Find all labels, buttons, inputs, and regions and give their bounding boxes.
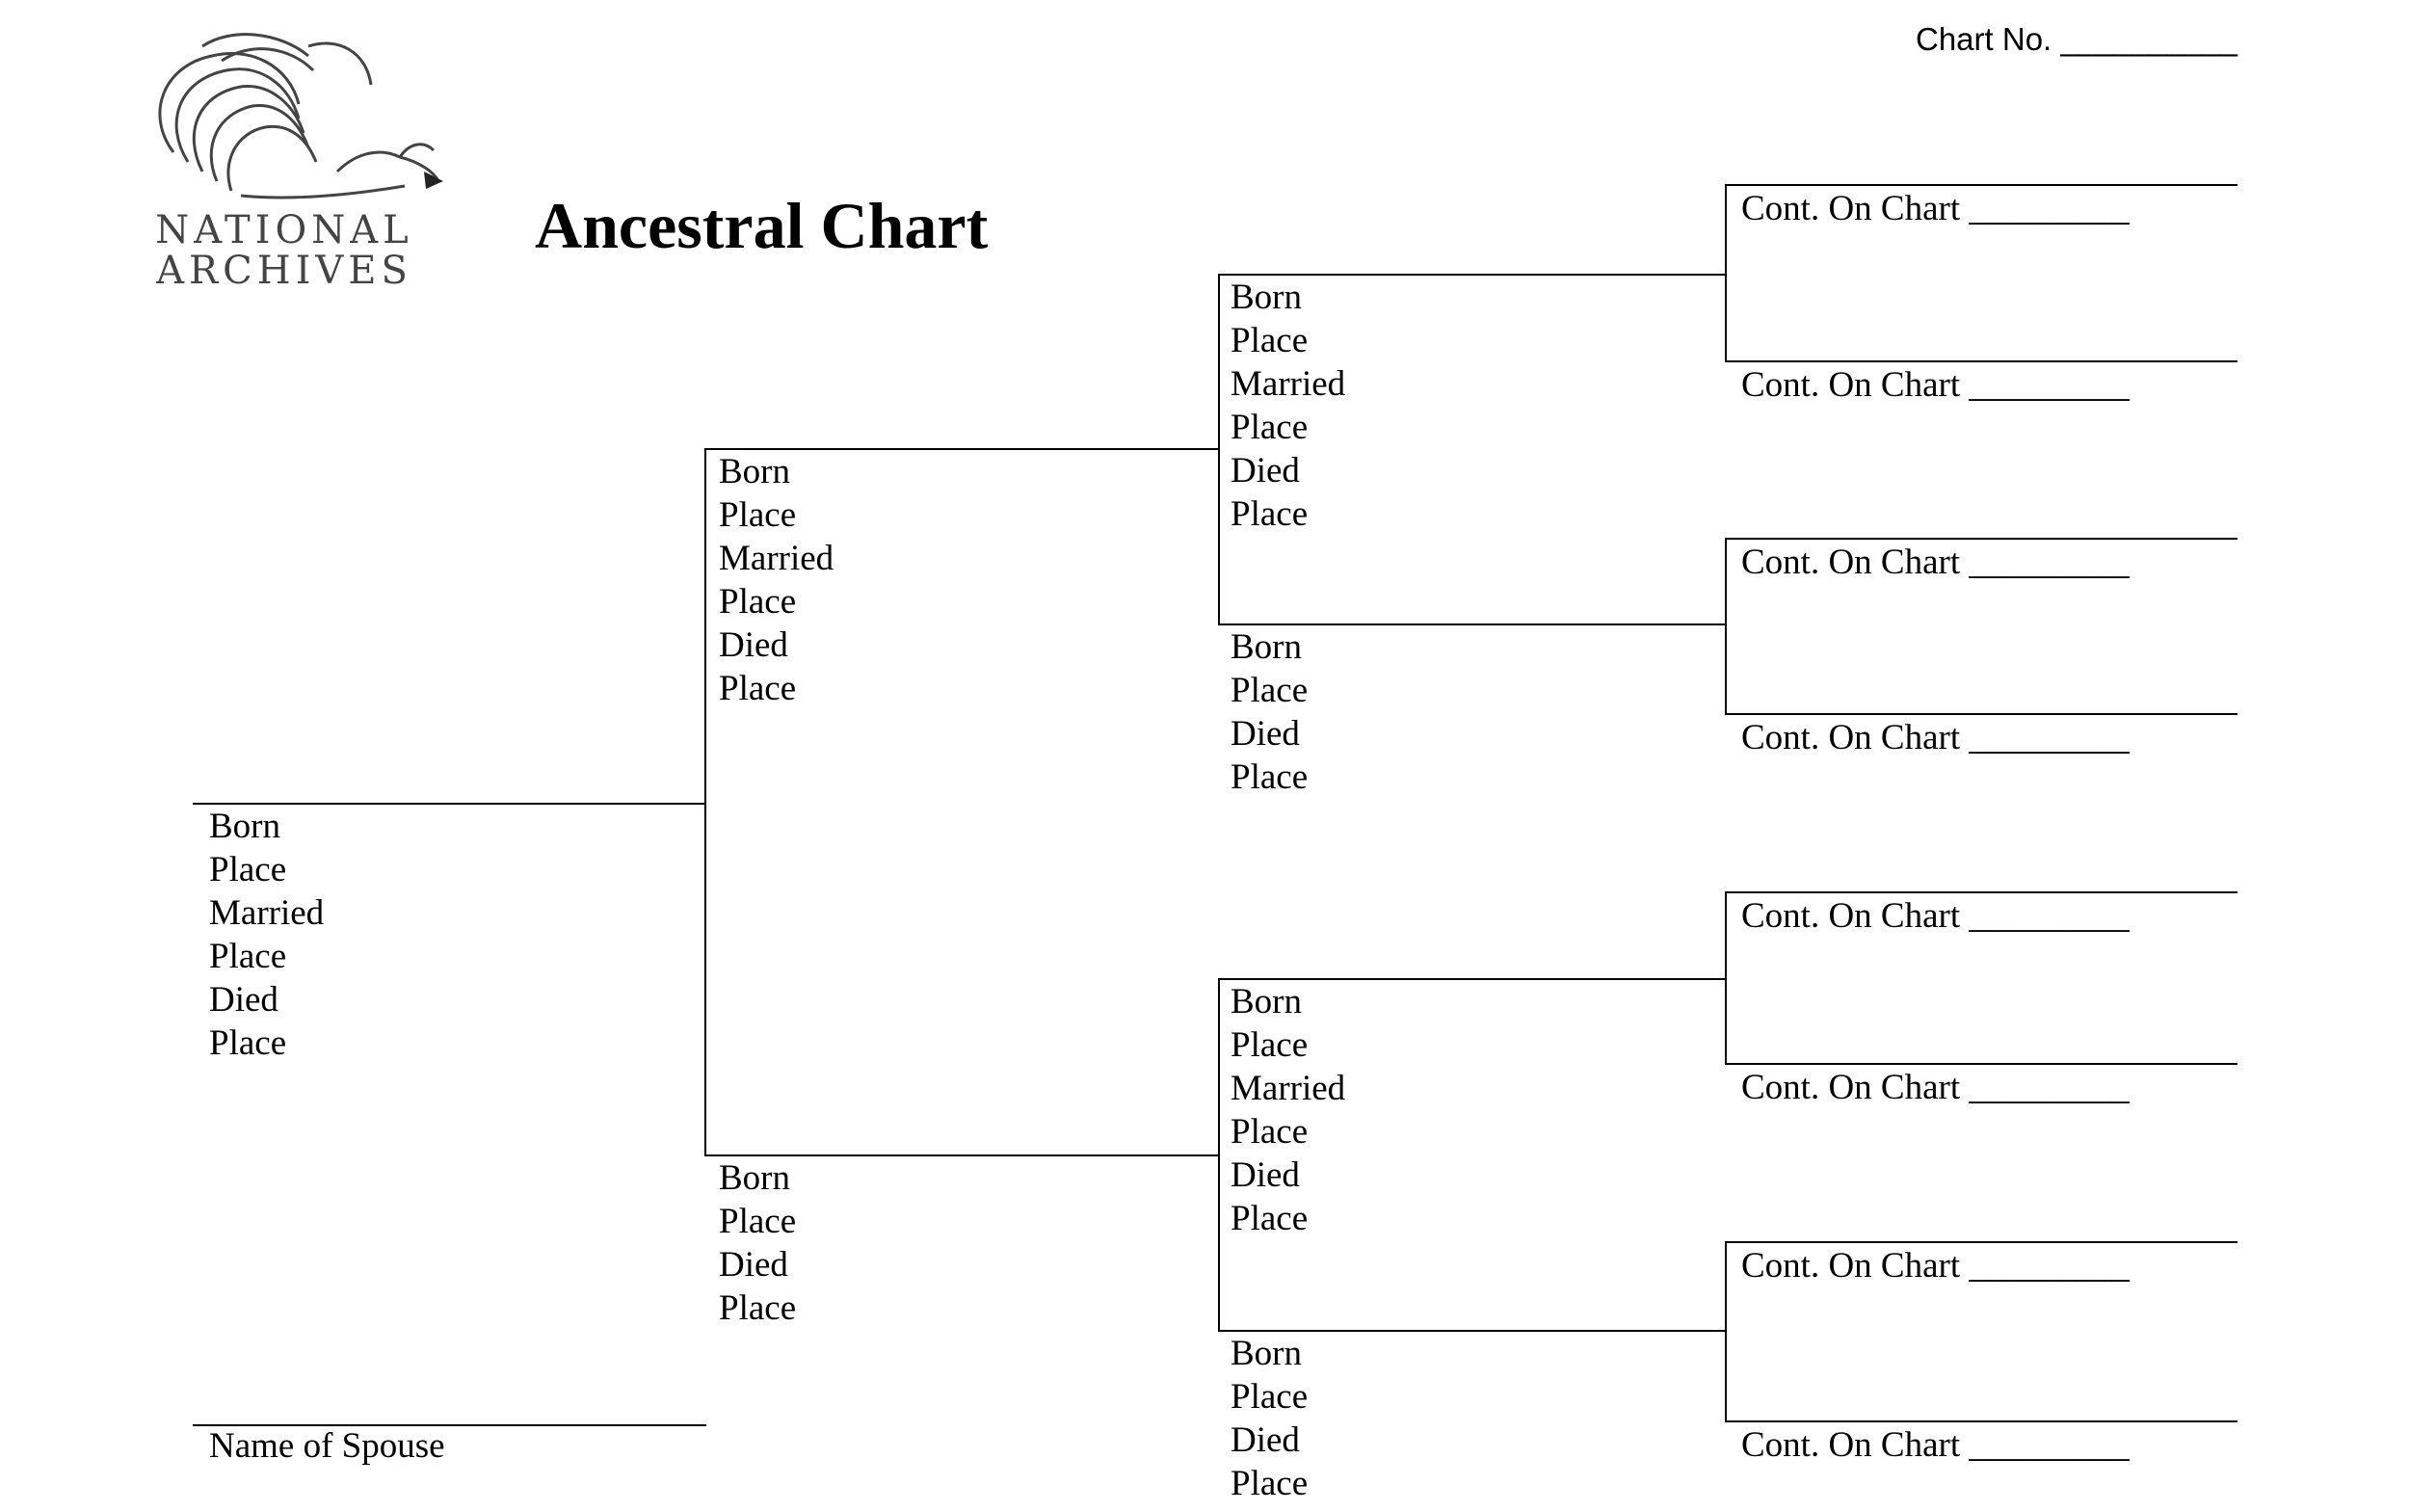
person-1-fields	[209, 805, 324, 1065]
national-archives-logo	[145, 27, 453, 306]
place-label: Place	[719, 1202, 797, 1241]
person-9-line	[1725, 360, 2237, 362]
connector-gen1-gen2	[704, 448, 706, 1156]
person-10-line	[1725, 538, 2237, 540]
born-label: Born	[1231, 1334, 1302, 1373]
person-8-line	[1725, 184, 2237, 186]
person-11-line	[1725, 713, 2237, 715]
connector-gen2-lower	[1218, 978, 1220, 1332]
place-label: Place	[209, 937, 287, 976]
born-label: Born	[209, 807, 280, 846]
chart-number-field[interactable]: Chart No. __________	[1916, 21, 2237, 57]
place-label: Place	[209, 1023, 287, 1063]
person-2-fields	[719, 450, 834, 710]
died-label: Died	[1231, 451, 1300, 491]
place-label: Place	[1231, 1112, 1309, 1152]
person-7-fields	[1231, 1332, 1308, 1505]
connector-gen2-upper	[1218, 274, 1220, 625]
place-label: Place	[1231, 408, 1309, 447]
place-label: Place	[1231, 1025, 1309, 1065]
place-label: Place	[719, 495, 797, 535]
cont-on-chart-11[interactable]: Cont. On Chart _________	[1741, 718, 2130, 757]
died-label: Died	[1231, 1420, 1300, 1460]
born-label: Born	[1231, 627, 1302, 667]
cont-on-chart-9[interactable]: Cont. On Chart _________	[1741, 365, 2130, 405]
place-label: Place	[719, 1288, 797, 1328]
place-label: Place	[1231, 1464, 1309, 1503]
place-label: Place	[1231, 321, 1309, 360]
person-14-line	[1725, 1241, 2237, 1243]
person-13-line	[1725, 1063, 2237, 1065]
cont-on-chart-8[interactable]: Cont. On Chart _________	[1741, 189, 2130, 228]
place-label: Place	[1231, 757, 1309, 797]
place-label: Place	[1231, 1199, 1309, 1238]
logo-line-archives: ARCHIVES	[156, 249, 412, 293]
born-label: Born	[719, 452, 790, 491]
died-label: Died	[209, 980, 278, 1020]
place-label: Place	[719, 669, 797, 708]
born-label: Born	[1231, 982, 1302, 1021]
place-label: Place	[209, 850, 287, 889]
married-label: Married	[719, 539, 834, 578]
logo-wordmark	[145, 210, 424, 291]
logo-line-national: NATIONAL	[155, 208, 413, 252]
cont-on-chart-14[interactable]: Cont. On Chart _________	[1741, 1246, 2130, 1286]
place-label: Place	[719, 582, 797, 622]
person-15-line	[1725, 1420, 2237, 1422]
connector-gen3-d	[1725, 1241, 1727, 1422]
place-label: Place	[1231, 494, 1309, 534]
died-label: Died	[1231, 1155, 1300, 1195]
place-label: Place	[1231, 671, 1309, 710]
spouse-label: Name of Spouse	[209, 1426, 445, 1466]
born-label: Born	[719, 1158, 790, 1198]
person-12-line	[1725, 891, 2237, 893]
connector-gen3-c	[1725, 891, 1727, 1065]
connector-gen3-a	[1725, 184, 1727, 362]
cont-on-chart-10[interactable]: Cont. On Chart _________	[1741, 543, 2130, 582]
married-label: Married	[1231, 1069, 1346, 1108]
eagle-emblem-icon	[145, 27, 453, 210]
cont-on-chart-13[interactable]: Cont. On Chart _________	[1741, 1068, 2130, 1107]
cont-on-chart-12[interactable]: Cont. On Chart _________	[1741, 896, 2130, 936]
cont-on-chart-15[interactable]: Cont. On Chart _________	[1741, 1425, 2130, 1465]
person-3-fields	[719, 1156, 796, 1330]
person-5-fields	[1231, 625, 1308, 799]
connector-gen3-b	[1725, 538, 1727, 715]
page-title: Ancestral Chart	[535, 189, 989, 262]
died-label: Died	[1231, 714, 1300, 754]
died-label: Died	[719, 625, 788, 665]
died-label: Died	[719, 1245, 788, 1285]
married-label: Married	[209, 893, 325, 933]
person-6-fields	[1231, 980, 1345, 1240]
married-label: Married	[1231, 364, 1346, 404]
born-label: Born	[1231, 278, 1302, 317]
person-4-fields	[1231, 276, 1345, 536]
place-label: Place	[1231, 1377, 1309, 1417]
